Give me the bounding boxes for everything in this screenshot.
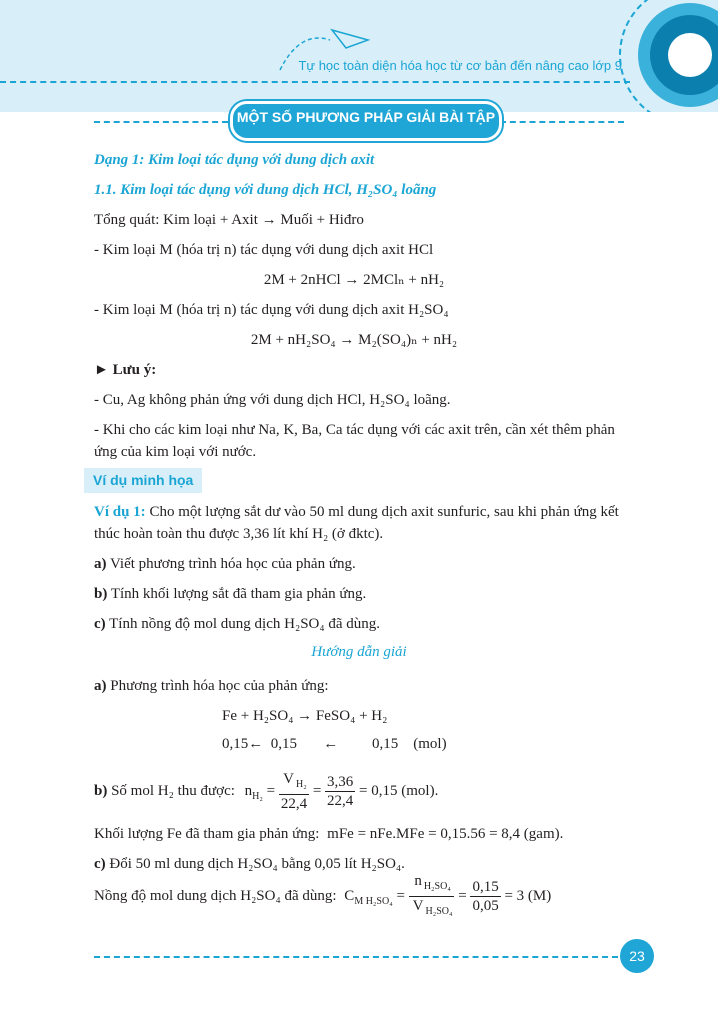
text-line-hcl: - Kim loại M (hóa trị n) tác dụng với dung dịch axit HCl xyxy=(94,242,434,258)
badge-left-line xyxy=(94,121,228,123)
frac-num: V xyxy=(283,771,295,787)
equation-1: 2M + 2nHCl → 2MClₙ + nH₂ xyxy=(263,272,445,288)
solution-a-text: Phương trình hóa học của phản ứng: xyxy=(106,678,329,694)
question-b-label: b) xyxy=(94,586,108,602)
conc-num: n xyxy=(414,873,422,889)
solution-c-text: Đổi 50 ml dung dịch H₂SO₄ bằng 0,05 lít H₂SO₄. xyxy=(105,856,405,872)
conc-num-sub: H₂SO₄ xyxy=(423,881,451,892)
formula-n-sub: H₂ xyxy=(252,790,263,802)
note-1: - Cu, Ag không phản ứng với dung dịch HCl, H₂SO₄ loãng. xyxy=(94,392,451,408)
fraction-3-36-over-22-4 xyxy=(325,773,355,810)
mass-text: Khối lượng Fe đã tham gia phản ứng: xyxy=(94,826,320,842)
mass-formula: mFe = nFe.MFe = 0,15.56 = 8,4 (gam). xyxy=(327,826,564,842)
fraction-n-over-v xyxy=(409,872,455,921)
frac-num-sub: H₂ xyxy=(296,779,307,790)
mole-ratio-row: 0,15← 0,15 ← 0,15 (mol) xyxy=(222,736,447,752)
solution-b-text: Số mol H₂ thu được: xyxy=(107,782,235,799)
fraction-v-over-22-4 xyxy=(279,770,309,813)
note-2a: - Khi cho các kim loại như Na, K, Ba, Ca tác dụng với các axit trên, cần xét thêm phản xyxy=(94,422,615,438)
question-a-label: a) xyxy=(94,556,107,572)
conc-result: = 3 (M) xyxy=(504,887,552,904)
footer-divider xyxy=(94,956,618,958)
frac2-den: 22,4 xyxy=(327,793,354,809)
reaction-equation: Fe + H₂SO₄ → FeSO₄ + H₂ xyxy=(222,708,388,724)
conc-den: V xyxy=(412,898,424,914)
example-1-label: Ví dụ 1: xyxy=(94,504,146,520)
question-b-text: Tính khối lượng sắt đã tham gia phản ứng. xyxy=(107,586,367,602)
moles-h2-formula: $n_{H_2}$ = $\frac{V _{H_2}}{22,4}$ = $\frac{3,36}{22,4}$ = 0,15 (mol). xyxy=(244,771,439,812)
solution-heading: Hướng dẫn giải xyxy=(311,644,407,660)
book-title: Tự học toàn diện hóa học từ cơ bản đến nâng cao lớp 9 xyxy=(298,58,622,73)
example-header: Ví dụ minh họa xyxy=(93,472,194,488)
heading-dang1: Dạng 1: Kim loại tác dụng với dung dịch axit xyxy=(94,152,375,168)
conc2-den: 0,05 xyxy=(472,898,499,914)
question-c-label: c) xyxy=(94,616,106,632)
paper-plane-icon xyxy=(332,30,368,48)
question-c-text: Tính nồng độ mol dung dịch H₂SO₄ đã dùng. xyxy=(105,616,380,632)
mass-line xyxy=(94,824,563,844)
question-b xyxy=(94,584,366,604)
conc-c: C xyxy=(344,887,355,904)
concentration-line xyxy=(94,872,551,916)
solution-b xyxy=(94,770,438,810)
solution-a-label: a) xyxy=(94,678,107,694)
equation-2: 2M + nH₂SO₄ → M₂(SO₄)ₙ + nH₂ xyxy=(250,332,458,348)
solution-a xyxy=(94,676,329,696)
note-2b: ứng của kim loại với nước. xyxy=(94,444,257,460)
conc-den-sub: H₂SO₄ xyxy=(425,906,453,917)
note-heading: ► Lưu ý: xyxy=(94,362,157,378)
question-a-text: Viết phương trình hóa học của phản ứng. xyxy=(106,556,356,572)
header-divider xyxy=(0,81,630,83)
conc-c-sub: M H₂SO₄ xyxy=(354,895,393,907)
formula-n: n xyxy=(244,782,253,799)
frac-den: 22,4 xyxy=(280,796,308,812)
question-c xyxy=(94,614,380,634)
section-badge-text: MỘT SỐ PHƯƠNG PHÁP GIẢI BÀI TẬP xyxy=(236,109,496,125)
moles-result: = 0,15 (mol). xyxy=(359,782,439,799)
solution-c-label: c) xyxy=(94,856,106,872)
conc2-num: 0,15 xyxy=(472,879,499,895)
general-formula: Tổng quát: Kim loại + Axit → Muối + Hiđro xyxy=(94,212,364,228)
fraction-0-15-over-0-05 xyxy=(470,878,500,915)
example-1-line-b: thúc hoàn toàn thu được 3,36 lít khí H₂ (ở đktc). xyxy=(94,526,384,542)
question-a xyxy=(94,554,356,574)
example-1-line-a xyxy=(94,502,619,522)
text-line-h2so4: - Kim loại M (hóa trị n) tác dụng với dung dịch axit H₂SO₄ xyxy=(94,302,449,318)
heading-1-1: 1.1. Kim loại tác dụng với dung dịch HCl, H₂SO₄ loãng xyxy=(94,182,437,198)
frac2-num: 3,36 xyxy=(327,774,354,790)
example-1-text-a: Cho một lượng sắt dư vào 50 ml dung dịch axit sunfuric, sau khi phản ứng kết xyxy=(145,504,619,520)
badge-right-line xyxy=(500,121,624,123)
header-decoration xyxy=(0,0,718,112)
concentration-text: Nồng độ mol dung dịch H₂SO₄ đã dùng: xyxy=(94,887,337,904)
solution-c xyxy=(94,854,405,874)
solution-b-label: b) xyxy=(94,782,108,799)
concentration-formula: $C_{M H_2SO_4}$ = $\frac{n _{H_2SO_4}}{V _{H_2SO_4}}$ = $\frac{0,15}{0,05}$ = 3 (M) xyxy=(344,888,551,904)
page-number: 23 xyxy=(620,939,654,973)
